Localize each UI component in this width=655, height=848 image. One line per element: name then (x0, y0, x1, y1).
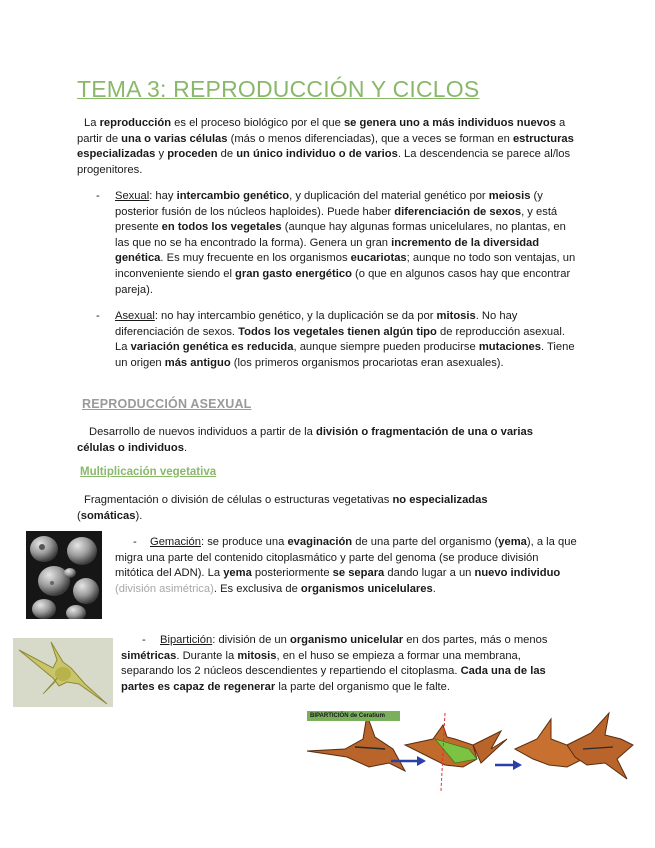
figure-banner: BIPARTICIÓN de Ceratium (307, 711, 400, 721)
fragmentacion-paragraph: Fragmentación o división de células o estructuras vegetativas no especializadas (somáticas). (77, 494, 488, 522)
page-title: TEMA 3: REPRODUCCIÓN Y CICLOS (77, 76, 480, 102)
intro-paragraph: La reproducción es el proceso biológico por el que se genera uno a más individuos nuevos a partir de una o varias células (más o menos diferenciadas), que a veces se forman en estructuras especializadas y proceden de un único individuo o de varios. La descendencia se parece al/los progenitores. (77, 117, 574, 176)
sexual-bullet: - (96, 190, 100, 202)
section-heading-asexual: REPRODUCCIÓN ASEXUAL (82, 397, 252, 411)
sexual-paragraph: Sexual: hay intercambio genético, y duplicación del material genético por meiosis (y posterior fusión de los núcleos haploides). Puede haber diferenciación de sexos, y está presente en todos los vegetales (aunque hay algunas formas unicelulares, no plantas, en las que no se ha encontrado la forma). Genera un gran incremento de la diversidad genética. Es muy frecuente en los organismos eucariotas; aunque no todo son ventajas, un inconveniente siendo el gran gasto energético (o que en algunos casos hay que encontrar pareja). (115, 190, 576, 296)
biparticion-figure (305, 709, 635, 793)
budding-yeast-image (26, 531, 102, 619)
desarrollo-paragraph: Desarrollo de nuevos individuos a partir de la división o fragmentación de una o varias células o individuos. (77, 426, 533, 454)
asexual-bullet: - (96, 310, 100, 322)
biparticion-bullet: - (142, 634, 146, 646)
biparticion-paragraph: Bipartición: división de un organismo unicelular en dos partes, más o menos simétricas. Durante la mitosis, en el huso se empieza a formar una membrana, separando los 2 núcleos descendientes y repartiendo el citoplasma. Cada una de las partes es capaz de regenerar la parte del organismo que le falte. (121, 634, 548, 693)
subheading-vegetative: Multiplicación vegetativa (80, 466, 217, 478)
gemacion-paragraph: Gemación: se produce una evaginación de una parte del organismo (yema), a la que migra una parte del contenido citoplasmático y parte del genoma (se produce división mitótica del ADN). La yema posteriormente se separa dando lugar a un nuevo individuo (división asimétrica). Es exclusiva de organismos unicelulares. (115, 536, 577, 595)
ceratium-micrograph (13, 638, 113, 707)
asexual-paragraph: Asexual: no hay intercambio genético, y la duplicación se da por mitosis. No hay diferenciación de sexos. Todos los vegetales tienen algún tipo de reproducción asexual. La variación genética es reducida, aunque siempre pueden producirse mutaciones. Tiene un origen más antiguo (los primeros organismos procariotas eran asexuales). (115, 310, 575, 369)
gemacion-bullet: - (133, 536, 137, 548)
